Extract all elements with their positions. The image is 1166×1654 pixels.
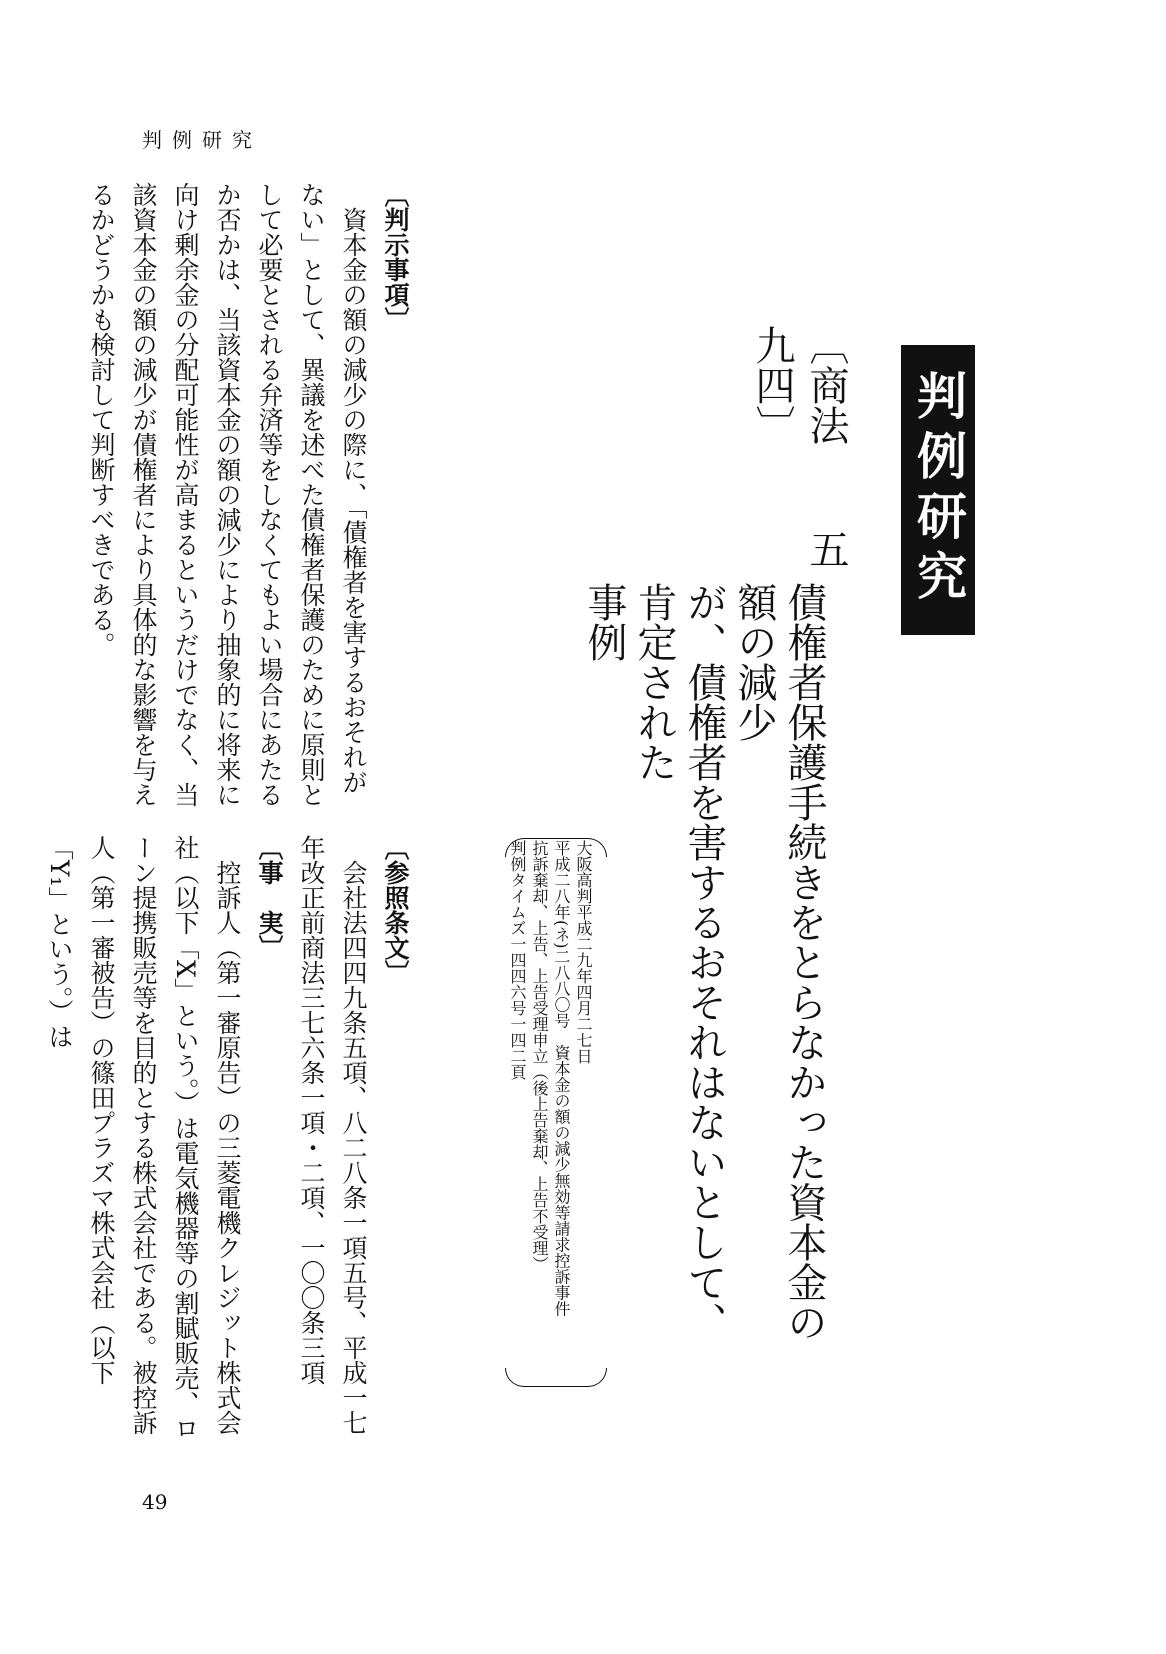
holding-text: 資本金の額の減少の際に、「債権者を害するおそれがない」として、異議を述べた債権者保護のために原則として必要とされる弁済等をしなくてもよい場合にあたるか否かは、当該資本金の額の減少により抽象的に将来に向け剰余金の分配可能性が高まるというだけでなく、当該資本金の額の減少が債権者により具体的な影響を与えるかどうかも検討して判断すべきである。 [87,182,368,807]
title-line-3: 事例 [581,582,627,662]
case-title [579,582,829,1342]
holding-heading: 〔判示事項〕 [381,182,410,332]
facts-text: 控訴人（第一審原告）の三菱電機クレジット株式会社（以下「X」という。）は電気機器等の割賦販売、ローン提携販売等を目的とする株式会社である。被控訴人（第一審被告）の篠田プラズマ株式会社（以下「Y₁」という。）は [45,835,242,1441]
law-number: 五九四〕 [749,325,849,569]
court-info-line-2: 平成二八年(ネ)二八八〇号 資本金の額の減少無効等請求控訴事件 [552,840,571,1317]
court-info-bracket-bottom [505,1368,607,1387]
running-head: 判例研究 [142,128,262,152]
section-badge: 判例研究 [901,345,975,635]
court-info [506,840,594,1380]
law-reference [745,325,853,585]
holding-section [80,182,416,808]
reference-and-facts [38,835,416,1447]
court-info-line-3: 抗訴棄却、上告、上告受理申立（後上告棄却、上告不受理） [530,840,549,1272]
law-name: 〔商法 [803,325,849,445]
facts-heading: 〔事 実〕 [255,835,284,960]
title-line-2: が、債権者を害するおそれはないとして、肯定された [631,582,727,1342]
page-number: 49 [142,1490,168,1514]
title-line-1: 債権者保護手続きをとらなかった資本金の額の減少 [731,582,827,1342]
court-info-line-1: 大阪高判平成二九年四月二七日 [574,840,593,1064]
reference-heading: 〔参照条文〕 [381,835,410,985]
court-info-line-4: 判例タイムズ一四四六号一四二頁 [508,840,527,1080]
reference-text: 会社法四四九条五項、八二八条一項五号、平成一七年改正前商法三七六条一項・二項、一〇〇条三項 [297,835,368,1435]
